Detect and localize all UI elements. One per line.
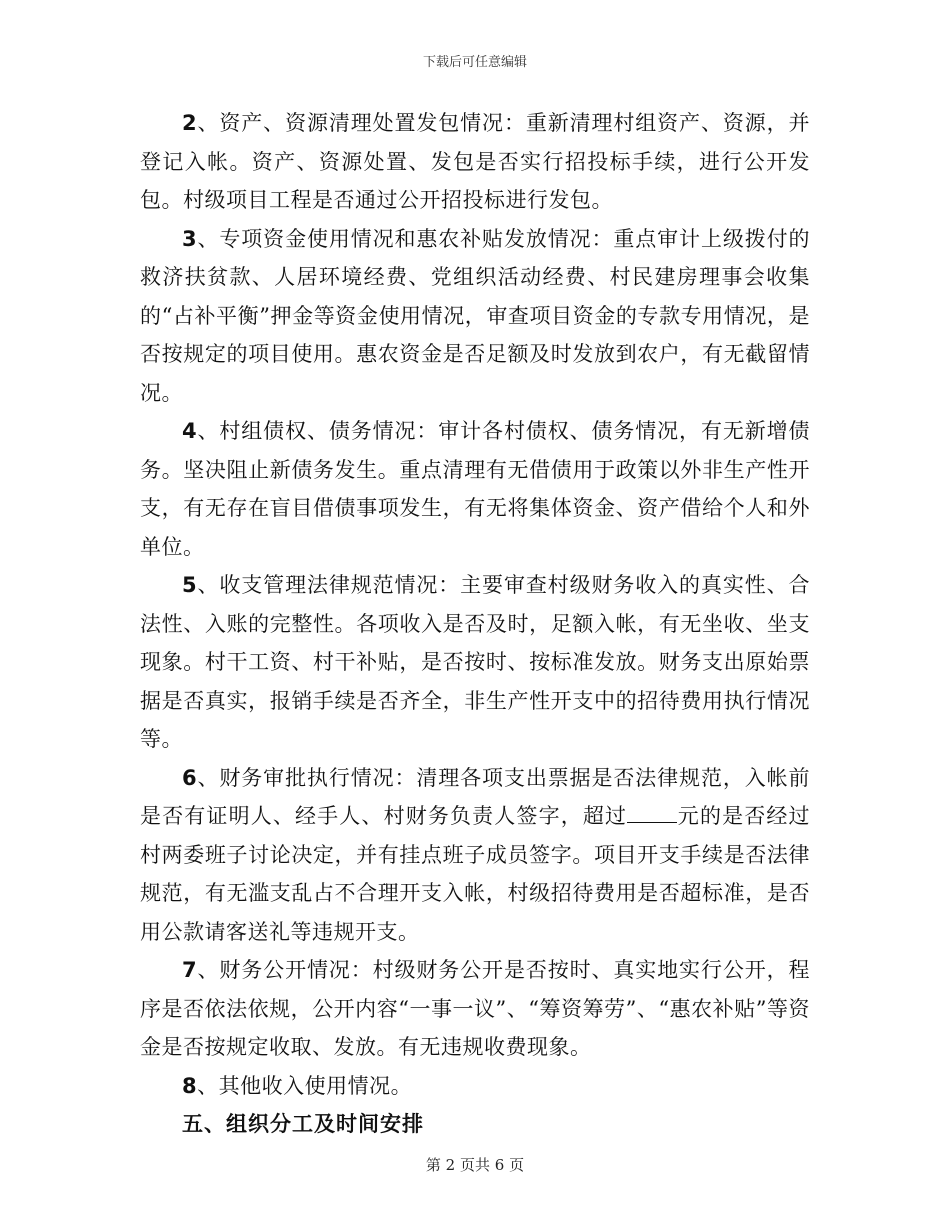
paragraph-text: 、收支管理法律规范情况：主要审查村级财务收入的真实性、合法性、入账的完整性。各项收入是否及时，足额入帐，有无坐收、坐支现象。村干工资、村干补贴，是否按时、按标准发放。财务支出原始票据是否真实，报销手续是否齐全，非生产性开支中的招待费用执行情况等。 xyxy=(140,573,810,751)
paragraph-4 xyxy=(140,412,810,566)
item-number: 8 xyxy=(182,1073,198,1098)
paragraph-5 xyxy=(140,566,810,759)
item-number: 3 xyxy=(182,226,198,251)
paragraph-3 xyxy=(140,220,810,413)
paragraph-7 xyxy=(140,951,810,1067)
section-heading: 五、组织分工及时间安排 xyxy=(182,1112,424,1136)
page-footer: 第 2 页共 6 页 xyxy=(425,1156,525,1174)
paragraph-text: 、专项资金使用情况和惠农补贴发放情况：重点审计上级拨付的救济扶贫款、人居环境经费、党组织活动经费、村民建房理事会收集的“占补平衡”押金等资金使用情况，审查项目资金的专款专用情况，是否按规定的项目使用。惠农资金是否足额及时发放到农户，有无截留情况。 xyxy=(140,226,810,405)
page-header: 下载后可任意编辑 xyxy=(422,55,527,70)
paragraph-text-a: 、财务审批执行情况：清理各项支出票据是否法律规范，入帐前是否有证明人、经手人、村财务负责人签字，超过 xyxy=(140,765,810,828)
item-number: 2 xyxy=(182,111,198,135)
paragraph-text-b: 元的是否经过村两委班子讨论决定，并有挂点班子成员签字。项目开支手续是否法律规范，有无滥支乱占不合理开支入帐，村级招待费用是否超标准，是否用公款请客送礼等违规开支。 xyxy=(140,804,811,944)
item-number: 7 xyxy=(182,958,198,982)
fill-in-blank xyxy=(627,804,677,823)
paragraph-text: 、其他收入使用情况。 xyxy=(197,1073,413,1098)
paragraph-text: 、资产、资源清理处置发包情况：重新清理村组资产、资源，并登记入帐。资产、资源处置、发包是否实行招投标手续，进行公开发包。村级项目工程是否通过公开招投标进行发包。 xyxy=(140,111,810,212)
item-number: 4 xyxy=(182,419,198,443)
paragraph-text: 、财务公开情况：村级财务公开是否按时、真实地实行公开，程序是否依法依规，公开内容“一事一议”、“筹资筹劳”、“惠农补贴”等资金是否按规定收取、发放。有无违规收费现象。 xyxy=(140,958,810,1059)
paragraph-text: 、村组债权、债务情况：审计各村债权、债务情况，有无新增债务。坚决阻止新债务发生。重点清理有无借债用于政策以外非生产性开支，有无存在盲目借债事项发生，有无将集体资金、资产借给个人和外单位。 xyxy=(140,419,810,559)
document-body xyxy=(140,104,810,1144)
item-number: 5 xyxy=(182,573,198,597)
item-number: 6 xyxy=(182,765,198,790)
paragraph-2 xyxy=(140,104,810,220)
paragraph-6 xyxy=(140,759,810,952)
paragraph-8 xyxy=(140,1067,810,1106)
